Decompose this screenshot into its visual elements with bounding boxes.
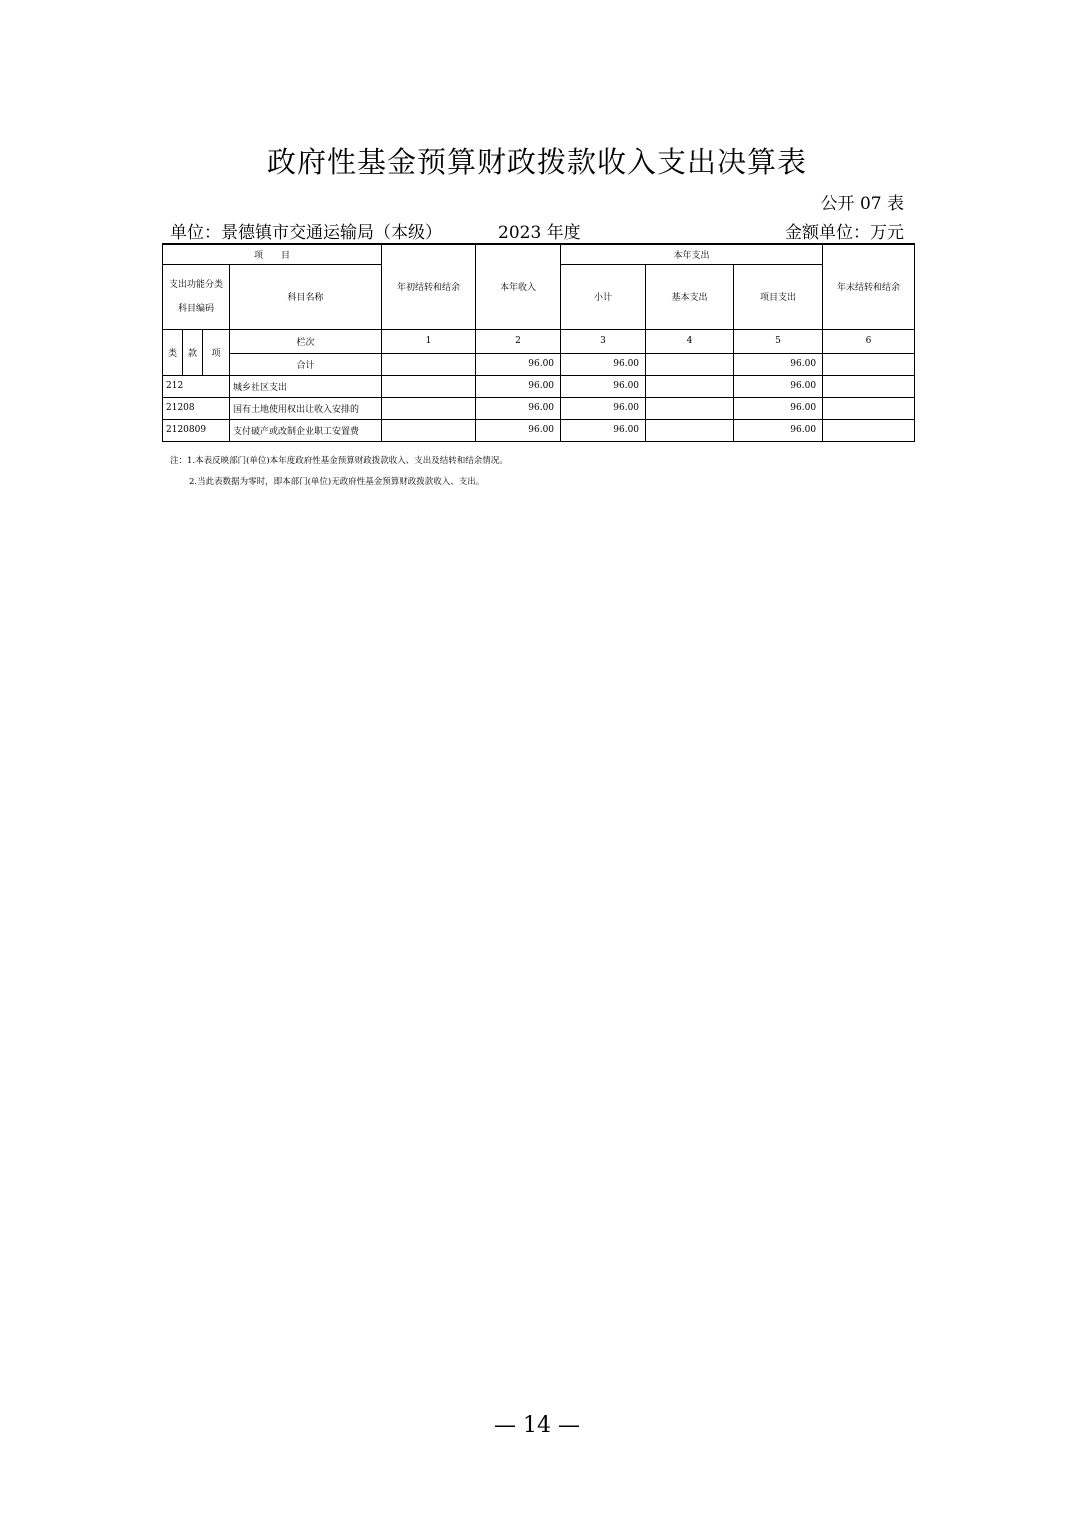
row-code: 212: [163, 375, 230, 397]
row-income: 96.00: [476, 375, 561, 397]
row-closing: [823, 419, 915, 441]
total-closing: [823, 353, 915, 375]
header-item: 项 目: [163, 244, 382, 264]
page-title: 政府性基金预算财政拨款收入支出决算表: [266, 145, 807, 179]
column-number-6: 6: [823, 329, 915, 353]
row-project: 96.00: [734, 375, 823, 397]
table-row: [163, 419, 915, 441]
header-code-label: 支出功能分类科目编码: [163, 264, 230, 329]
total-project: 96.00: [734, 353, 823, 375]
row-opening: [382, 419, 476, 441]
header-closing: 年末结转和结余: [823, 244, 915, 329]
row-basic: [646, 397, 734, 419]
row-basic: [646, 375, 734, 397]
row-subtotal: 96.00: [561, 375, 646, 397]
row-opening: [382, 397, 476, 419]
header-project: 项目支出: [734, 264, 823, 329]
table-row: [163, 375, 915, 397]
header-opening: 年初结转和结余: [382, 244, 476, 329]
row-subtotal: 96.00: [561, 397, 646, 419]
fund-budget-table: [162, 243, 915, 442]
note-2: 2.当此表数据为零时，即本部门(单位)无政府性基金预算财政拨款收入、支出。: [189, 477, 485, 487]
amount-unit: 金额单位：万元: [785, 223, 904, 243]
total-basic: [646, 353, 734, 375]
row-closing: [823, 375, 915, 397]
page-number: — 14 —: [494, 1413, 580, 1438]
row-project: 96.00: [734, 419, 823, 441]
header-lei: 类: [163, 329, 183, 375]
header-expense: 本年支出: [561, 244, 823, 264]
total-income: 96.00: [476, 353, 561, 375]
table-row: [163, 397, 915, 419]
header-row-1: [163, 244, 915, 264]
row-subtotal: 96.00: [561, 419, 646, 441]
header-xiang: 项: [203, 329, 230, 375]
column-number-label: 栏次: [230, 329, 382, 353]
row-project: 96.00: [734, 397, 823, 419]
header-kuan: 款: [183, 329, 203, 375]
column-number-3: 3: [561, 329, 646, 353]
row-opening: [382, 375, 476, 397]
row-name: 国有土地使用权出让收入安排的: [230, 397, 382, 419]
header-basic: 基本支出: [646, 264, 734, 329]
total-opening: [382, 353, 476, 375]
table-number: 公开 07 表: [820, 194, 904, 214]
reporting-unit: 单位：景德镇市交通运输局（本级）: [170, 223, 442, 243]
fiscal-year: 2023 年度: [498, 223, 581, 243]
column-number-1: 1: [382, 329, 476, 353]
row-income: 96.00: [476, 419, 561, 441]
row-basic: [646, 419, 734, 441]
row-code: 2120809: [163, 419, 230, 441]
total-row: [163, 353, 915, 375]
row-closing: [823, 397, 915, 419]
row-name: 城乡社区支出: [230, 375, 382, 397]
total-label: 合计: [230, 353, 382, 375]
column-number-row: [163, 329, 915, 353]
notes: [170, 451, 508, 493]
column-number-5: 5: [734, 329, 823, 353]
row-name: 支付破产或改制企业职工安置费: [230, 419, 382, 441]
column-number-4: 4: [646, 329, 734, 353]
total-subtotal: 96.00: [561, 353, 646, 375]
note-1: 注：1.本表反映部门(单位)本年度政府性基金预算财政拨款收入、支出及结转和结余情况。: [170, 456, 508, 466]
header-subtotal: 小计: [561, 264, 646, 329]
header-name: 科目名称: [230, 264, 382, 329]
row-income: 96.00: [476, 397, 561, 419]
column-number-2: 2: [476, 329, 561, 353]
row-code: 21208: [163, 397, 230, 419]
header-income: 本年收入: [476, 244, 561, 329]
